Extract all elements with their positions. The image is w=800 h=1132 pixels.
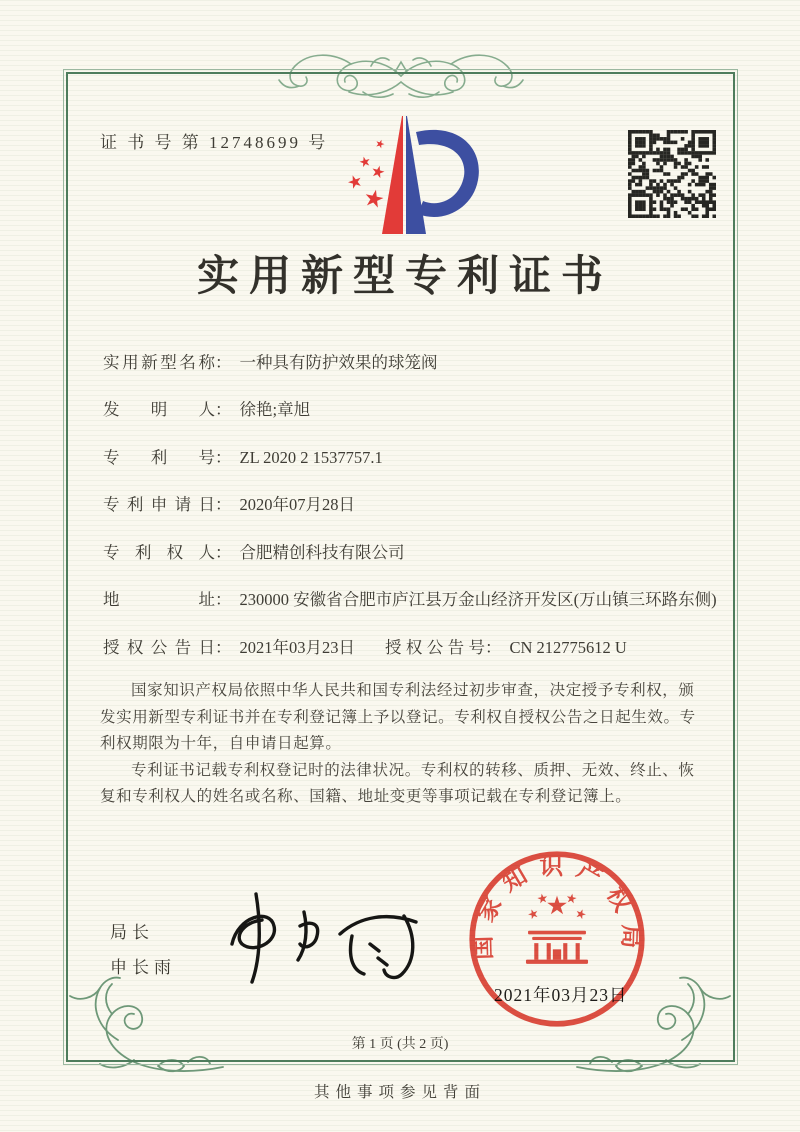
field-value: 2020年07月28日: [239, 495, 355, 514]
field-label: 专利号: [103, 448, 215, 467]
seal-text: 国家知识产权局: [470, 853, 644, 960]
qr-code: [628, 130, 716, 218]
field-value: 230000 安徽省合肥市庐江县万金山经济开发区(万山镇三环路东侧): [239, 590, 717, 609]
field-colon: ：: [215, 353, 232, 372]
field-colon: ：: [485, 638, 502, 657]
field-label: 授权公告号: [385, 638, 485, 657]
official-seal: [466, 848, 648, 1030]
field-label: 实用新型名称: [103, 353, 215, 372]
granting-paragraph: 国家知识产权局依照中华人民共和国专利法经过初步审查，决定授予专利权，颁发实用新型专利证书并在专利登记簿上予以登记。专利权自授权公告之日起生效。专利权期限为十年，自申请日起算。: [100, 682, 696, 752]
field-colon: ：: [215, 638, 232, 657]
field-colon: ：: [215, 590, 232, 609]
field-row-patent-no: [103, 445, 383, 471]
field-row-name: [103, 350, 438, 376]
field-label: 地址: [103, 590, 215, 609]
field-colon: ：: [215, 448, 232, 467]
field-value: 一种具有防护效果的球笼阀: [239, 353, 438, 372]
field-value: 2021年03月23日: [239, 638, 355, 657]
field-colon: ：: [215, 543, 232, 562]
field-value: 合肥精创科技有限公司: [239, 543, 405, 562]
field-label: 专利申请日: [103, 495, 215, 514]
field-label: 授权公告日: [103, 638, 215, 657]
field-label: 专利权人: [103, 543, 215, 562]
back-note: 其他事项参见背面: [313, 1084, 486, 1101]
legal-text: [100, 678, 704, 811]
page-number: 第 1 页 (共 2 页): [351, 1037, 449, 1052]
field-row-grant: [103, 635, 627, 661]
field-value: ZL 2020 2 1537757.1: [239, 448, 383, 467]
seal-date: 2021年03月23日: [494, 985, 628, 1005]
field-colon: ：: [215, 495, 232, 514]
field-value: 徐艳;章旭: [239, 400, 311, 419]
field-row-patentee: [103, 540, 405, 566]
handwritten-signature: [218, 882, 430, 994]
cnipa-logo-icon: [330, 110, 480, 242]
field-row-inventor: [103, 397, 310, 423]
commissioner-name: 申长雨: [110, 958, 176, 977]
field-label: 发明人: [103, 400, 215, 419]
registry-paragraph: 专利证书记载专利权登记时的法律状况。专利权的转移、质押、无效、终止、恢复和专利权人的姓名或名称、国籍、地址变更等事项记载在专利登记簿上。: [100, 761, 695, 805]
field-row-filing-date: [103, 492, 355, 518]
field-row-address: [103, 587, 726, 613]
certificate-number: 证 书 号 第 12748699 号: [100, 133, 329, 152]
field-value: CN 212775612 U: [509, 638, 627, 657]
national-emblem-icon: [526, 893, 588, 964]
commissioner-title: 局长: [110, 923, 154, 942]
certificate-title: 实用新型专利证书: [196, 254, 613, 300]
field-colon: ：: [215, 400, 232, 419]
